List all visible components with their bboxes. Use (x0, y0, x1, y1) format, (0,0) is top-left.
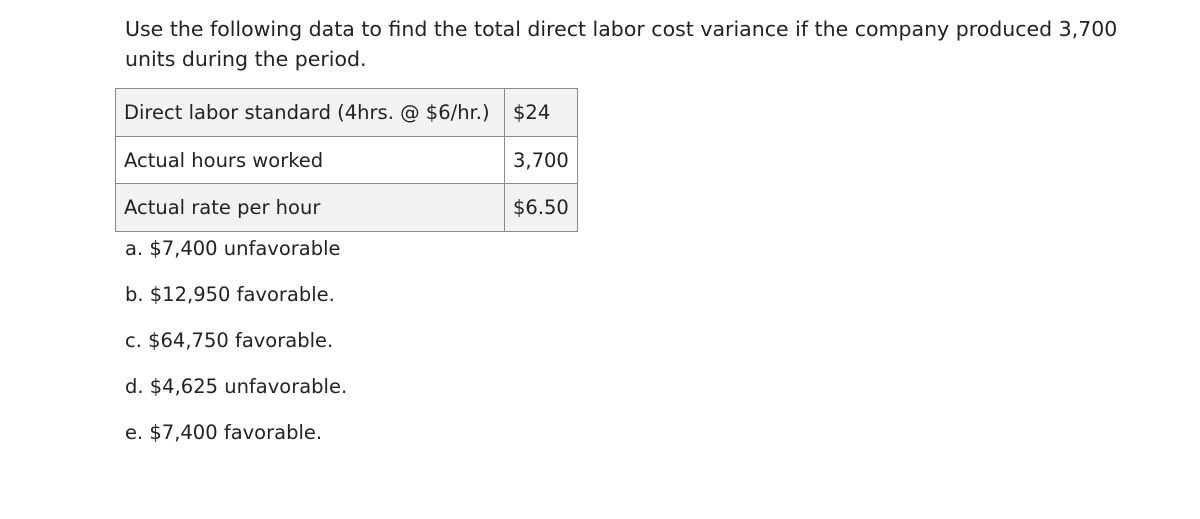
table-row (116, 184, 578, 232)
question-line-1: Use the following data to find the total direct labor cost variance if the company produced 3,700 (125, 17, 1118, 41)
choice-a[interactable]: a. $7,400 unfavorable (125, 237, 341, 260)
table-cell-value: $6.50 (505, 184, 578, 232)
choice-c[interactable]: c. $64,750 favorable. (125, 329, 334, 352)
table-cell-label: Direct labor standard (4hrs. @ $6/hr.) (116, 89, 505, 137)
table-cell-value: $24 (505, 89, 578, 137)
table-row (116, 137, 578, 184)
answer-choices (125, 234, 347, 464)
table-row (116, 89, 578, 137)
table-cell-value: 3,700 (505, 137, 578, 184)
question-line-2: units during the period. (125, 47, 367, 71)
choice-e[interactable]: e. $7,400 favorable. (125, 421, 323, 444)
data-table (115, 88, 578, 232)
table-cell-label: Actual rate per hour (116, 184, 505, 232)
choice-d[interactable]: d. $4,625 unfavorable. (125, 375, 348, 398)
choice-b[interactable]: b. $12,950 favorable. (125, 283, 335, 306)
table-cell-label: Actual hours worked (116, 137, 505, 184)
question-text (125, 14, 1125, 74)
